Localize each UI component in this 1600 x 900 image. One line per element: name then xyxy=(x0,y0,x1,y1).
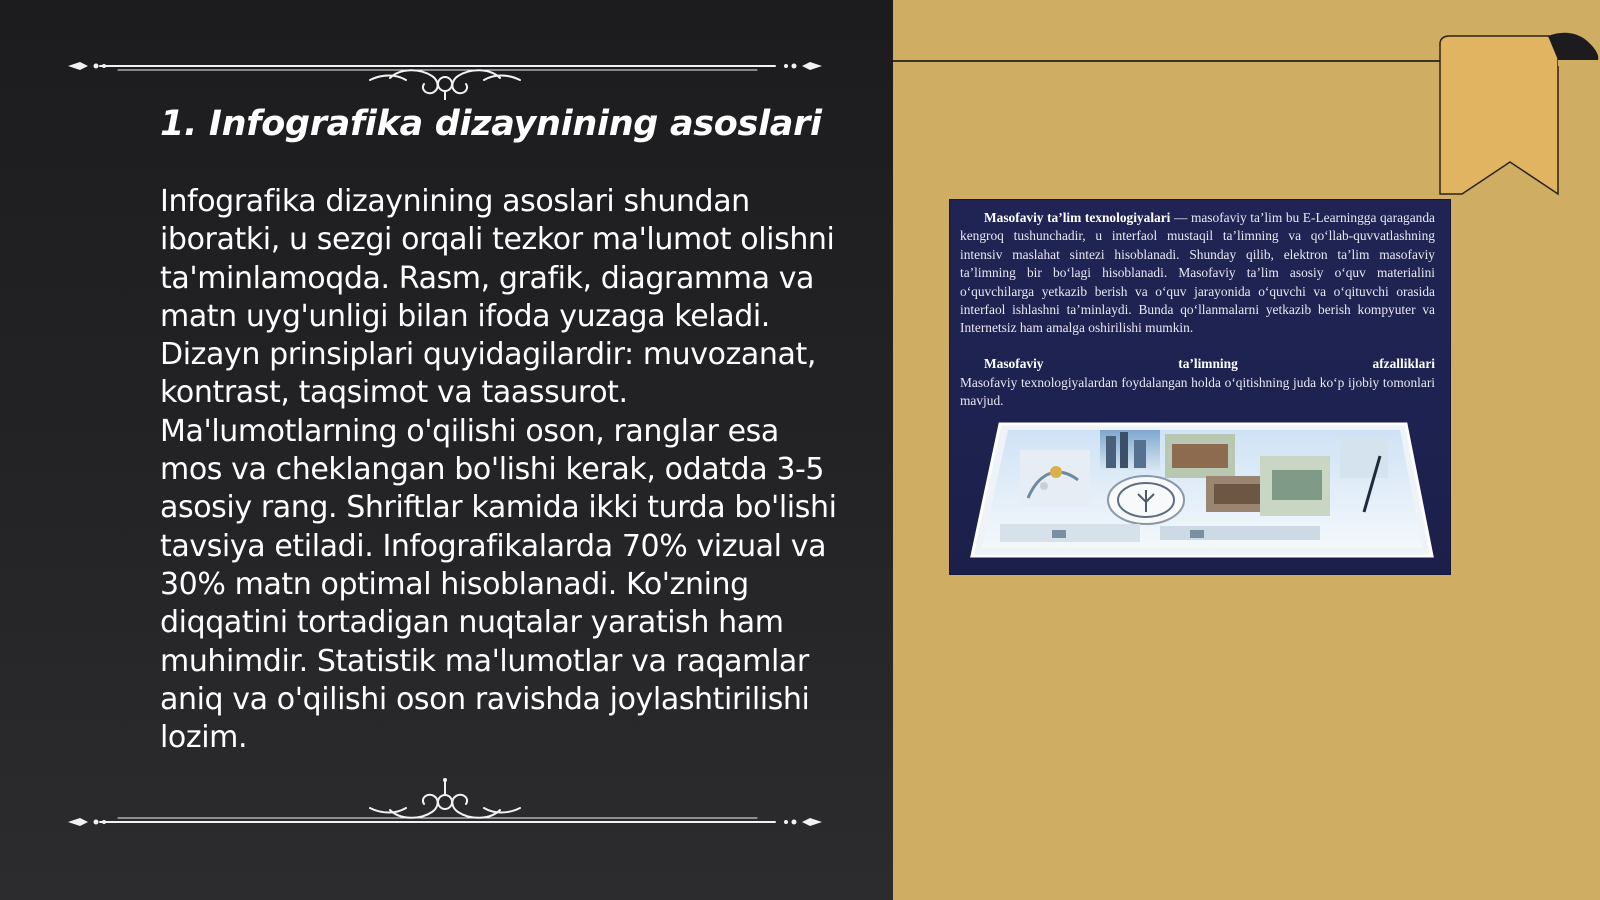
embedded-text-image xyxy=(950,200,1450,574)
e-learning-collage-image xyxy=(960,420,1440,560)
slide-title: 1. Infografika dizaynining asoslari xyxy=(160,104,822,144)
bookmark-ribbon-icon xyxy=(1430,30,1600,200)
image-subheading-word: afzalliklari xyxy=(1372,356,1435,371)
image-paragraph-2: Masofaviy texnologiyalardan foydalangan holda o‘qitishning juda ko‘p ijobiy tomonlari mavjud. xyxy=(960,375,1435,409)
image-paragraph-1 xyxy=(960,209,1435,338)
top-ornament-icon xyxy=(60,40,830,100)
horizontal-rule xyxy=(893,60,1445,62)
image-subheading xyxy=(984,355,1435,373)
image-heading: Masofaviy ta’lim texnologiyalari xyxy=(984,210,1171,225)
slide-body-text: Infografika dizaynining asoslari shundan iboratki, u sezgi orqali tezkor ma'lumot olishni ta'minlamoqda. Rasm, grafik, diagramma va matn uyg'unligi bilan ifoda yuzaga keladi. Dizayn prinsiplari quyidagilardir: muvozanat, kontrast, taqsimot va taassurot. Ma'lumotlarning o'qilishi oson, ranglar esa mos va cheklangan bo'lishi kerak, odatda 3-5 asosiy rang. Shriftlar kamida ikki turda bo'lishi tavsiya etiladi. Infografikalarda 70% vizual va 30% matn optimal hisoblanadi. Ko'zning diqqatini tortadigan nuqtalar yaratish ham muhimdir. Statistik ma'lumotlar va raqamlar aniq va o'qilishi oson ravishda joylashtirilishi lozim. xyxy=(160,184,837,756)
image-paragraph-1-text: — masofaviy ta’lim bu E-Learningga qaraganda kengroq tushunchadir, u interfaol mustaqil ta’limning va qo‘llab-quvvatlashning intensiv maslahat sintezi hisoblanadi. Shunday qilib, elektron ta’lim masofaviy ta’limning bir bo‘lagi hisoblanadi. Masofaviy ta’lim asosiy o‘quv materialini o‘quvchilarga yetkazib berish va o‘quv jarayonida o‘quvchi va o‘qituvchi orasida interfaol ishlashni ta’minlaydi. Bunda qo‘llanmalarni yetkazib berish kompyuter va Internetsiz ham amalga oshirilishi mumkin. xyxy=(960,210,1436,336)
image-subheading-word: ta’limning xyxy=(1178,356,1238,371)
image-subheading-word: Masofaviy xyxy=(984,356,1044,371)
bottom-ornament-icon xyxy=(60,772,830,832)
